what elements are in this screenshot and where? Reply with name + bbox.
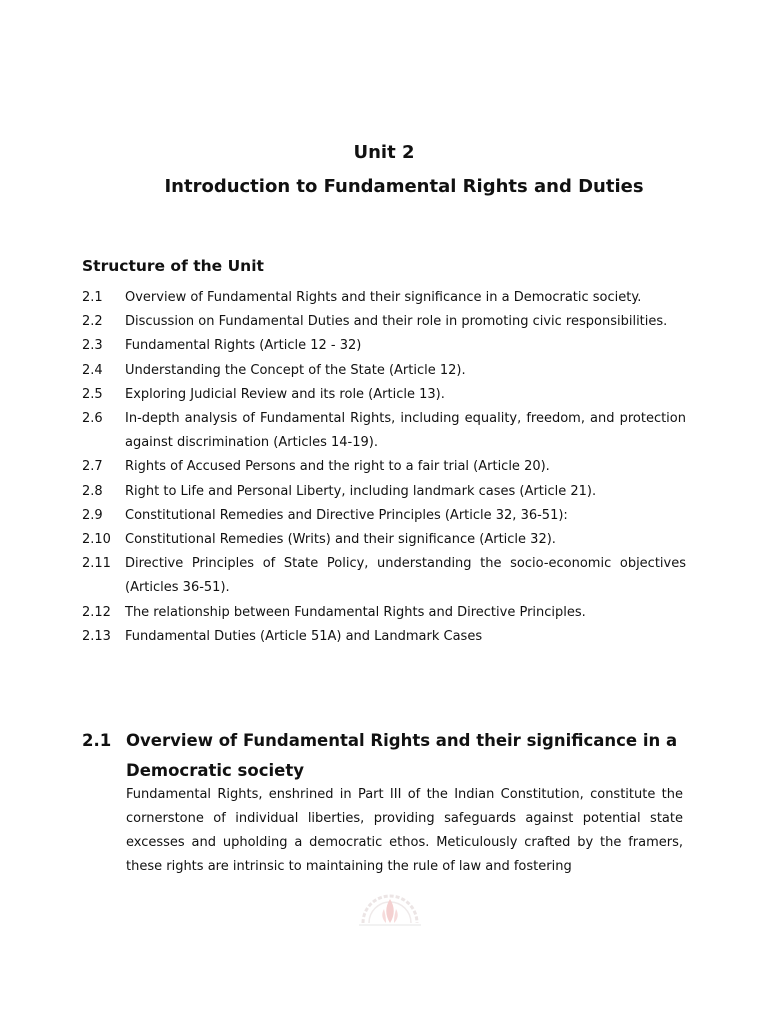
toc-item bbox=[82, 407, 686, 455]
watermark-logo-icon bbox=[355, 875, 425, 935]
toc-list bbox=[82, 286, 686, 649]
toc-item bbox=[82, 528, 686, 552]
toc-item-number: 2.12 bbox=[82, 604, 111, 620]
toc-item bbox=[82, 455, 686, 479]
toc-item bbox=[82, 480, 686, 504]
toc-item-number: 2.5 bbox=[82, 386, 103, 402]
toc-item-number: 2.7 bbox=[82, 459, 103, 475]
toc-item-text: Right to Life and Personal Liberty, including landmark cases (Article 21). bbox=[125, 483, 597, 499]
toc-item bbox=[82, 504, 686, 528]
toc-item bbox=[82, 310, 686, 334]
toc-item-text: Fundamental Duties (Article 51A) and Landmark Cases bbox=[125, 628, 483, 644]
toc-item bbox=[82, 334, 686, 358]
toc-item-text: Directive Principles of State Policy, understanding the socio-economic objectives (Articles 36-51). bbox=[125, 556, 686, 596]
toc-item-number: 2.4 bbox=[82, 362, 103, 378]
toc-item-text: The relationship between Fundamental Rights and Directive Principles. bbox=[125, 604, 586, 620]
toc-item bbox=[82, 625, 686, 649]
toc-item-number: 2.9 bbox=[82, 507, 103, 523]
toc-item-text: Discussion on Fundamental Duties and their role in promoting civic responsibilities. bbox=[125, 314, 668, 330]
toc-item-text: Overview of Fundamental Rights and their significance in a Democratic society. bbox=[125, 290, 642, 305]
unit-number: Unit 2 bbox=[353, 142, 415, 163]
toc-item-text: In-depth analysis of Fundamental Rights, including equality, freedom, and protection against discrimination (Articles 14-19). bbox=[125, 411, 686, 451]
toc-item-text: Understanding the Concept of the State (Article 12). bbox=[125, 362, 466, 378]
toc-item-number: 2.3 bbox=[82, 338, 103, 354]
toc-item-text: Exploring Judicial Review and its role (Article 13). bbox=[125, 386, 445, 402]
section-paragraph: Fundamental Rights, enshrined in Part III of the Indian Constitution, constitute the cornerstone of individual liberties, providing safeguards against potential state excesses and upholding a democratic ethos. Meticulously crafted by the framers, these rights are intrinsic to maintaining the rule of law and fostering bbox=[126, 787, 683, 874]
toc-item-number: 2.6 bbox=[82, 411, 103, 427]
toc-item bbox=[82, 552, 686, 600]
toc-item-text: Rights of Accused Persons and the right to a fair trial (Article 20). bbox=[125, 459, 550, 475]
toc-item bbox=[82, 383, 686, 407]
toc-item-text: Constitutional Remedies (Writs) and their significance (Article 32). bbox=[125, 532, 556, 548]
toc-item-number: 2.13 bbox=[82, 628, 111, 644]
structure-heading: Structure of the Unit bbox=[82, 257, 264, 275]
toc-item bbox=[82, 286, 686, 310]
section-title: Overview of Fundamental Rights and their significance in a Democratic society bbox=[126, 731, 678, 780]
toc-item-number: 2.10 bbox=[82, 532, 111, 548]
toc-item-number: 2.11 bbox=[82, 556, 111, 572]
toc-item-number: 2.8 bbox=[82, 483, 103, 499]
toc-item-number: 2.1 bbox=[82, 290, 103, 305]
section-heading bbox=[82, 726, 686, 786]
toc-item-text: Constitutional Remedies and Directive Principles (Article 32, 36-51): bbox=[125, 507, 568, 523]
toc-item bbox=[82, 359, 686, 383]
section-number: 2.1 bbox=[82, 731, 112, 750]
page-title: Introduction to Fundamental Rights and Duties bbox=[164, 176, 644, 197]
toc-item-text: Fundamental Rights (Article 12 - 32) bbox=[125, 338, 362, 354]
toc-item-number: 2.2 bbox=[82, 314, 103, 330]
toc-item bbox=[82, 601, 686, 625]
